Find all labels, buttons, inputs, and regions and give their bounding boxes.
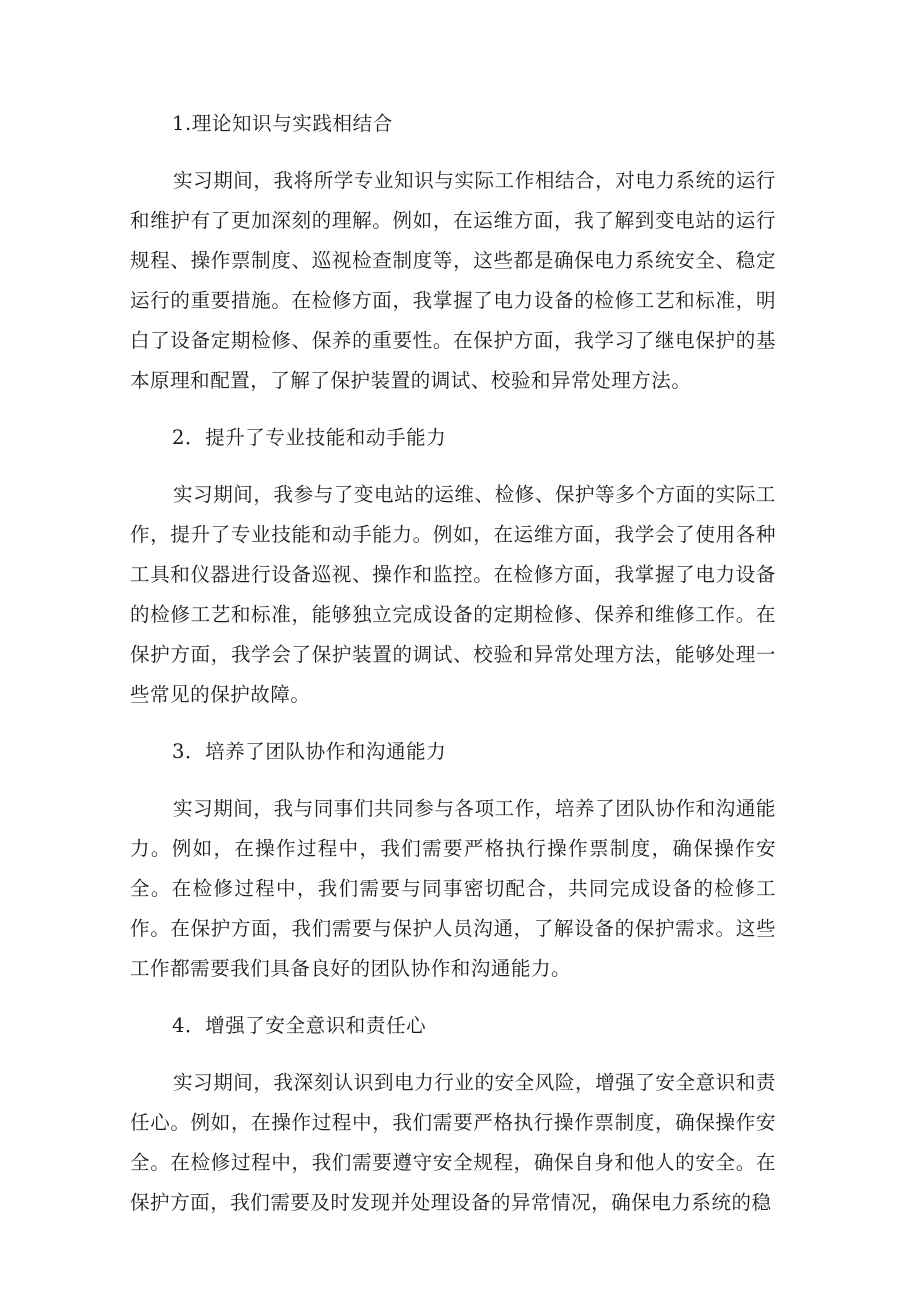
section-paragraph: 实习期间，我参与了变电站的运维、检修、保护等多个方面的实际工作，提升了专业技能和动手能力。例如，在运维方面，我学会了使用各种工具和仪器进行设备巡视、操作和监控。在检修方面，我掌握了电力设备的检修工艺和标准，能够独立完成设备的定期检修、保养和维修工作。在保护方面，我学会了保护装置的调试、校验和异常处理方法，能够处理一些常见的保护故障。 <box>130 483 776 706</box>
section-paragraph: 实习期间，我将所学专业知识与实际工作相结合，对电力系统的运行和维护有了更加深刻的理解。例如，在运维方面，我了解到变电站的运行规程、操作票制度、巡视检查制度等，这些都是确保电力系统安全、稳定运行的重要措施。在检修方面，我掌握了电力设备的检修工艺和标准，明白了设备定期检修、保养的重要性。在保护方面，我学习了继电保护的基本原理和配置，了解了保护装置的调试、校验和异常处理方法。 <box>130 169 776 392</box>
section-2 <box>130 418 776 715</box>
section-paragraph: 实习期间，我深刻认识到电力行业的安全风险，增强了安全意识和责任心。例如，在操作过程中，我们需要严格执行操作票制度，确保操作安全。在检修过程中，我们需要遵守安全规程，确保自身和他人的安全。在保护方面，我们需要及时发现并处理设备的异常情况，确保电力系统的稳 <box>130 1071 776 1214</box>
document-body <box>130 104 776 1240</box>
section-heading: 4．增强了安全意识和责任心 <box>172 1014 427 1037</box>
section-paragraph: 实习期间，我与同事们共同参与各项工作，培养了团队协作和沟通能力。例如，在操作过程中，我们需要严格执行操作票制度，确保操作安全。在检修过程中，我们需要与同事密切配合，共同完成设备的检修工作。在保护方面，我们需要与保护人员沟通，了解设备的保护需求。这些工作都需要我们具备良好的团队协作和沟通能力。 <box>130 797 776 980</box>
section-1 <box>130 104 776 401</box>
section-heading: 1.理论知识与实践相结合 <box>172 112 393 135</box>
section-4 <box>130 1006 776 1223</box>
section-heading: 2．提升了专业技能和动手能力 <box>172 426 447 449</box>
section-heading: 3．培养了团队协作和沟通能力 <box>172 740 447 763</box>
section-3 <box>130 732 776 989</box>
